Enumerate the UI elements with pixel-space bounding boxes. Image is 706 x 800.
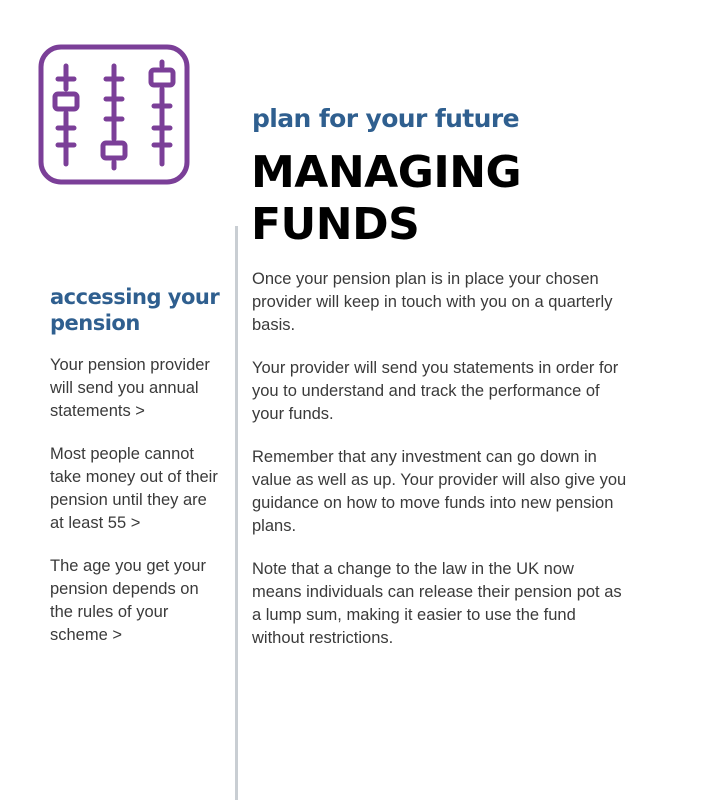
sidebar-link-line: take money out of their — [50, 468, 218, 486]
sidebar-heading-line: pension — [50, 311, 140, 335]
sidebar-link-scheme-rules[interactable] — [50, 555, 233, 647]
sidebar-link-annual-statements[interactable] — [50, 354, 233, 423]
sidebar-heading-line: accessing your — [50, 285, 220, 309]
page-title-line: MANAGING — [251, 147, 522, 198]
body-line: value as well as up. Your provider will also give you — [252, 471, 627, 489]
body-line: Your provider will send you statements in order for — [252, 359, 619, 377]
body-line: your funds. — [252, 405, 334, 423]
page-title — [251, 147, 551, 251]
body-line: provider will keep in touch with you on a quarterly — [252, 293, 613, 311]
column-divider — [235, 226, 238, 800]
page-title-line: FUNDS — [251, 199, 420, 250]
body-paragraph — [252, 268, 692, 337]
sidebar-link-line: at least 55 > — [50, 514, 141, 532]
body-line: means individuals can release their pension pot as — [252, 583, 622, 601]
sidebar-link-line: pension until they are — [50, 491, 207, 509]
body-paragraph — [252, 558, 692, 650]
sidebar-link-age-55[interactable] — [50, 443, 233, 535]
main-body — [252, 268, 692, 670]
sliders-icon — [38, 44, 190, 186]
body-line: basis. — [252, 316, 296, 334]
body-paragraph — [252, 446, 692, 538]
sidebar-link-line: Your pension provider — [50, 356, 210, 374]
body-line: Note that a change to the law in the UK now — [252, 560, 574, 578]
body-line: without restrictions. — [252, 629, 394, 647]
sidebar-link-line: will send you annual — [50, 379, 199, 397]
sidebar-link-line: pension depends on — [50, 580, 199, 598]
sidebar-list — [50, 354, 233, 667]
body-line: Remember that any investment can go down in — [252, 448, 597, 466]
sidebar-link-line: the rules of your — [50, 603, 169, 621]
body-paragraph — [252, 357, 692, 426]
sidebar-link-line: The age you get your — [50, 557, 206, 575]
page-kicker: plan for your future — [252, 104, 519, 133]
body-line: Once your pension plan is in place your chosen — [252, 270, 599, 288]
sidebar-link-line: Most people cannot — [50, 445, 195, 463]
body-line: a lump sum, making it easier to use the fund — [252, 606, 576, 624]
sidebar-link-line: statements > — [50, 402, 145, 420]
body-line: plans. — [252, 517, 297, 535]
sidebar-link-line: scheme > — [50, 626, 122, 644]
body-line: you to understand and track the performance of — [252, 382, 600, 400]
body-line: guidance on how to move funds into new pension — [252, 494, 614, 512]
sidebar-heading — [50, 284, 235, 336]
